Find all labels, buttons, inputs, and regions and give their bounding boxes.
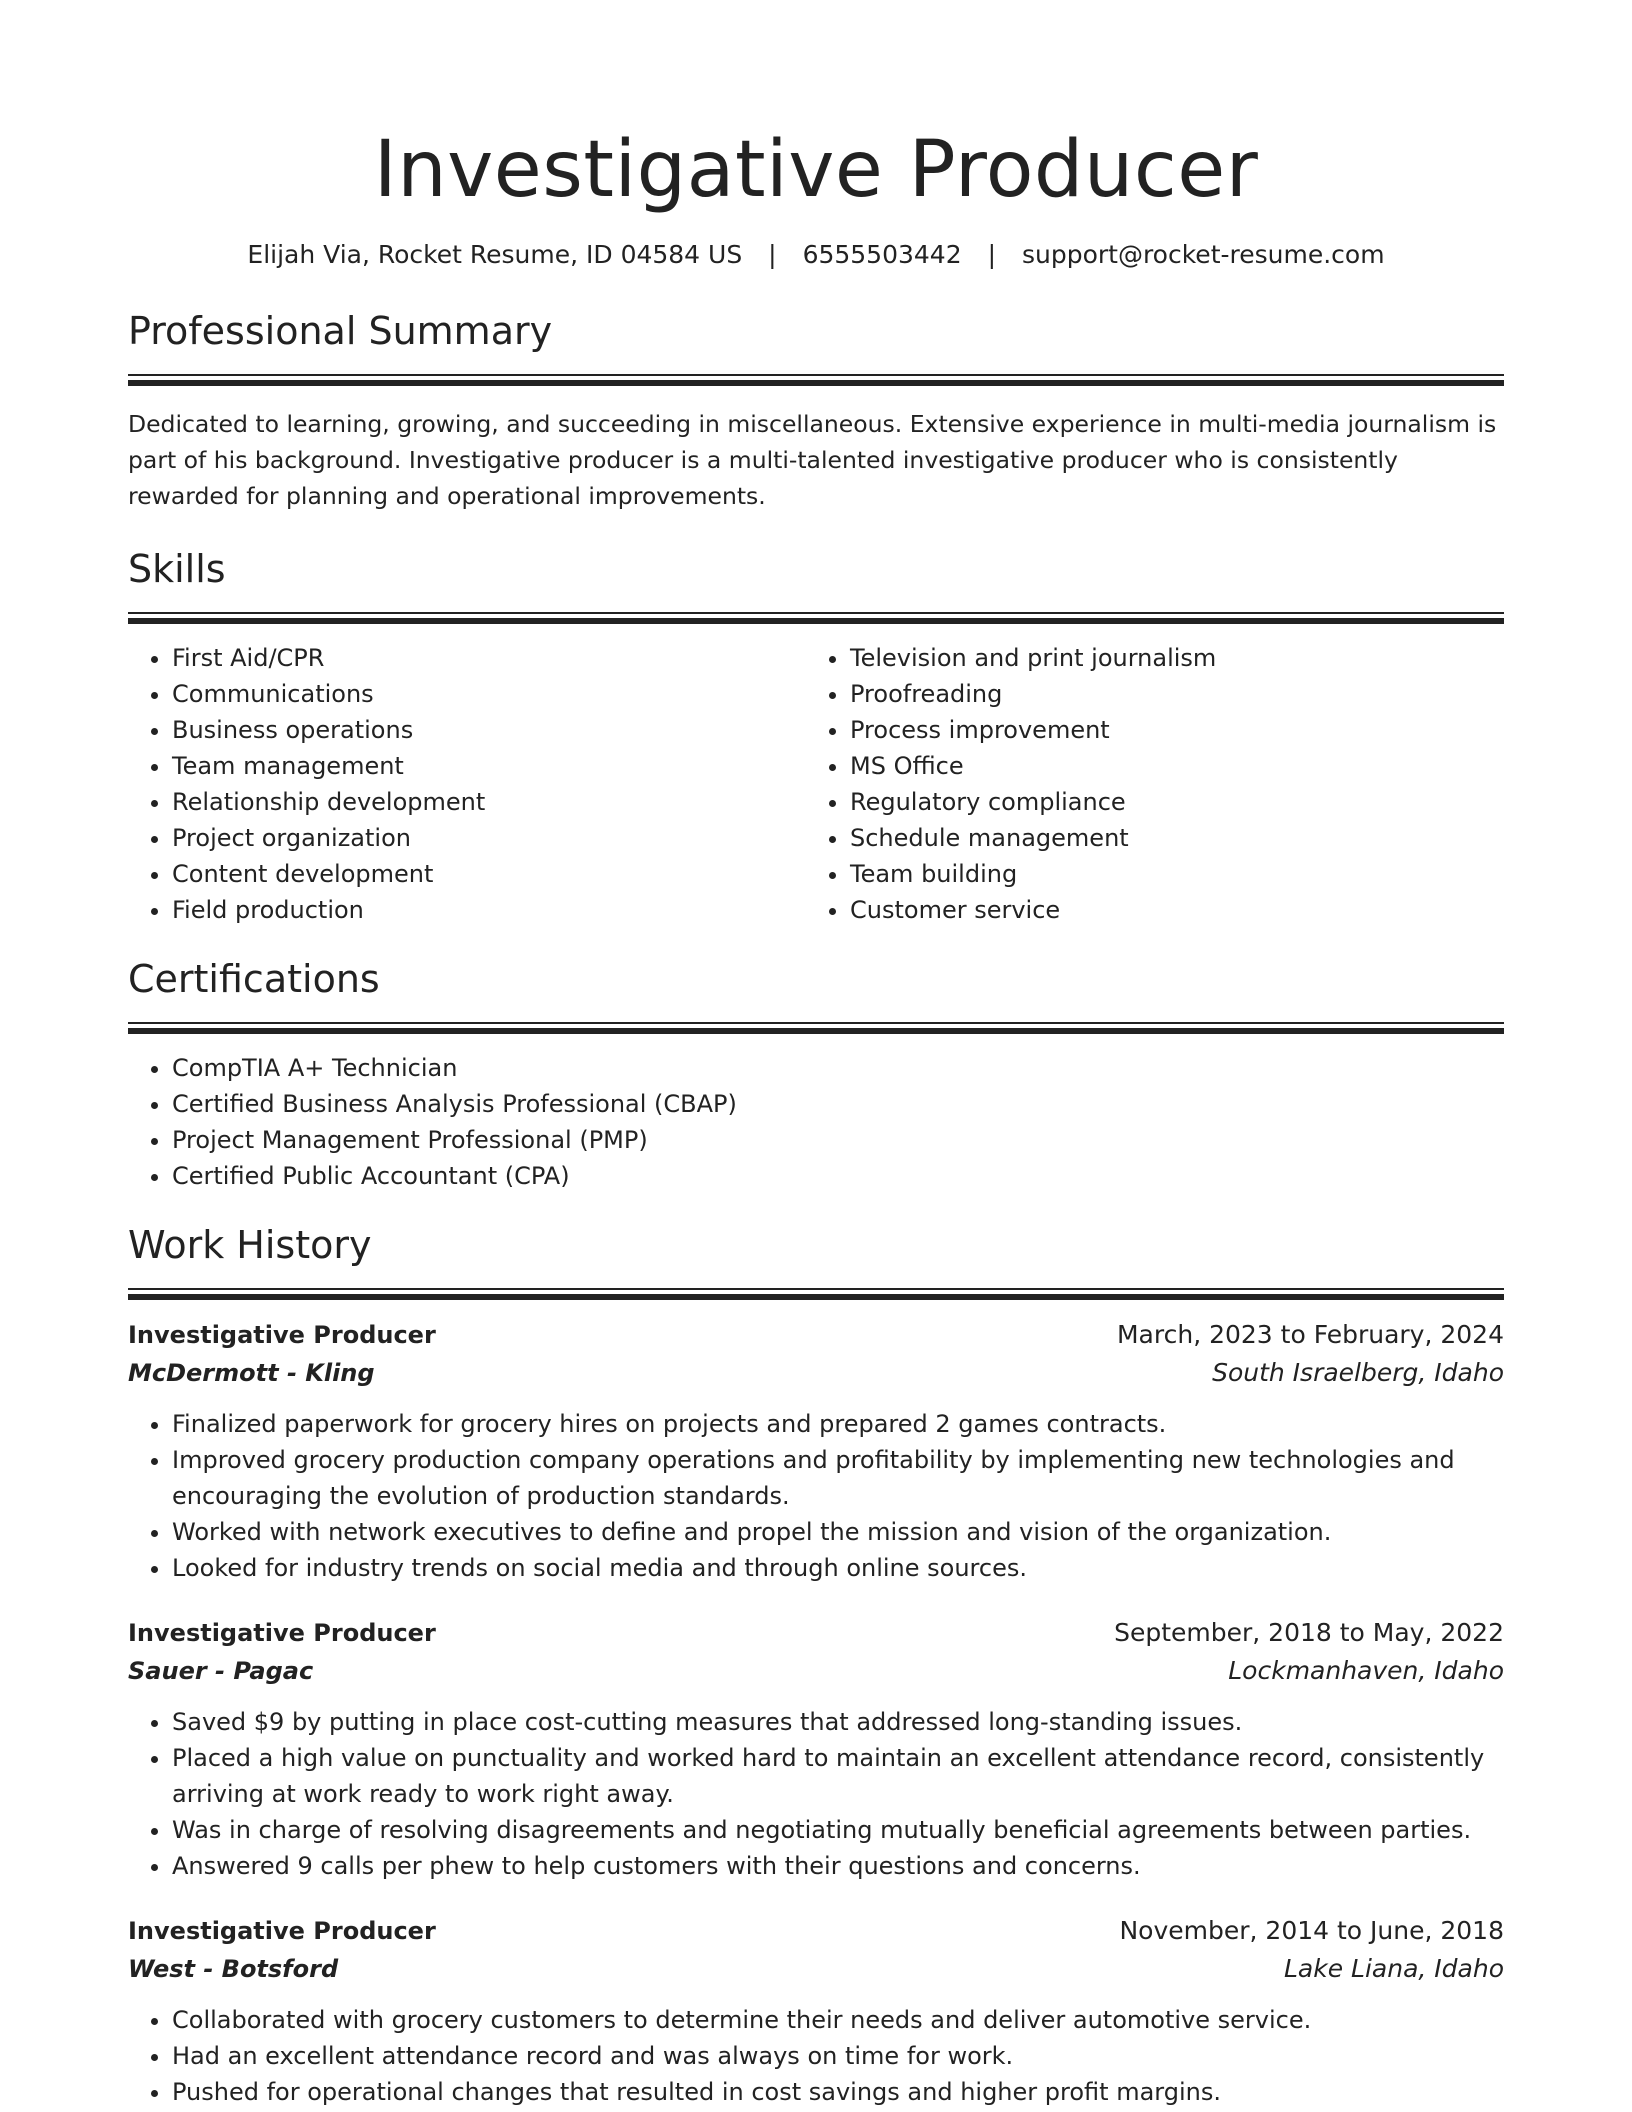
job-bullet: • Collaborated with grocery customers to determine their needs and deliver automotive service. — [172, 2002, 1504, 2038]
job-subheader-row — [128, 1652, 1504, 1690]
skill-item: • Regulatory compliance — [850, 784, 1484, 820]
skill-item: • Process improvement — [850, 712, 1484, 748]
job-header-row — [128, 1912, 1504, 1950]
skill-item: • Communications — [172, 676, 806, 712]
skill-item: • Team building — [850, 856, 1484, 892]
summary-section — [128, 306, 1504, 514]
summary-text: Dedicated to learning, growing, and succeeding in miscellaneous. Extensive experience in multi-media journalism is part of his background. Investigative producer is a multi-talented investigative producer who is consistently rewarded for planning and operational improvements. — [128, 410, 1497, 510]
job-bullet: • Was in charge of resolving disagreements and negotiating mutually beneficial agreements between parties. — [172, 1812, 1504, 1848]
contact-separator: | — [768, 240, 777, 269]
skill-item: • Schedule management — [850, 820, 1484, 856]
skills-grid — [128, 640, 1504, 928]
job-bullet: • Placed a high value on punctuality and worked hard to maintain an excellent attendance record, consistently arriving at work ready to work right away. — [172, 1740, 1504, 1812]
contact-address: Elijah Via, Rocket Resume, ID 04584 US — [247, 240, 743, 269]
job-title: Investigative Producer — [128, 1619, 436, 1647]
job-bullet: • Looked for industry trends on social media and through online sources. — [172, 1550, 1504, 1586]
job-dates: March, 2023 to February, 2024 — [1116, 1320, 1504, 1349]
job-subheader-row — [128, 1950, 1504, 1988]
certification-item: • Project Management Professional (PMP) — [172, 1122, 1504, 1158]
section-divider — [128, 1022, 1504, 1034]
job-header-row — [128, 1316, 1504, 1354]
job-bullets — [128, 1704, 1504, 1884]
job-company: West - Botsford — [128, 1955, 339, 1983]
contact-email: support@rocket-resume.com — [1021, 240, 1385, 269]
skill-item: • Customer service — [850, 892, 1484, 928]
certification-item: • Certified Public Accountant (CPA) — [172, 1158, 1504, 1194]
skill-item: • Television and print journalism — [850, 640, 1484, 676]
job-company: Sauer - Pagac — [128, 1657, 314, 1685]
skill-item: • Business operations — [172, 712, 806, 748]
job-bullet: • Pushed for operational changes that resulted in cost savings and higher profit margins. — [172, 2074, 1504, 2110]
skill-item: • Field production — [172, 892, 806, 928]
job-company: McDermott - Kling — [128, 1359, 375, 1387]
skill-item: • Content development — [172, 856, 806, 892]
job-header-row — [128, 1614, 1504, 1652]
skills-column-right — [806, 640, 1484, 928]
job-bullet: • Worked with network executives to define and propel the mission and vision of the organization. — [172, 1514, 1504, 1550]
job-bullet: • Had an excellent attendance record and was always on time for work. — [172, 2038, 1504, 2074]
skill-item: • Project organization — [172, 820, 806, 856]
job-bullet: • Answered 9 calls per phew to help customers with their questions and concerns. — [172, 1848, 1504, 1884]
resume-title: Investigative Producer — [373, 125, 1259, 215]
skill-item: • Relationship development — [172, 784, 806, 820]
certifications-list — [128, 1050, 1504, 1194]
job-entry — [128, 1912, 1504, 2110]
job-dates: November, 2014 to June, 2018 — [1119, 1916, 1504, 1945]
section-divider — [128, 1288, 1504, 1300]
job-title: Investigative Producer — [128, 1321, 436, 1349]
section-heading-work-history: Work History — [128, 1223, 372, 1267]
job-location: South Israelberg, Idaho — [1212, 1358, 1504, 1387]
job-title: Investigative Producer — [128, 1917, 436, 1945]
skills-column-left — [128, 640, 806, 928]
section-heading-summary: Professional Summary — [128, 309, 553, 353]
job-subheader-row — [128, 1354, 1504, 1392]
job-location: Lockmanhaven, Idaho — [1228, 1656, 1504, 1685]
skill-item: • First Aid/CPR — [172, 640, 806, 676]
certification-item: • Certified Business Analysis Professional (CBAP) — [172, 1086, 1504, 1122]
skill-item: • Proofreading — [850, 676, 1484, 712]
resume-page — [128, 0, 1504, 2110]
skills-list-right — [806, 640, 1484, 928]
skill-item: • MS Office — [850, 748, 1484, 784]
job-bullet: • Finalized paperwork for grocery hires on projects and prepared 2 games contracts. — [172, 1406, 1504, 1442]
job-location: Lake Liana, Idaho — [1283, 1954, 1504, 1983]
section-divider — [128, 612, 1504, 624]
skill-item: • Team management — [172, 748, 806, 784]
job-bullets — [128, 2002, 1504, 2110]
job-dates: September, 2018 to May, 2022 — [1114, 1618, 1504, 1647]
contact-separator: | — [987, 240, 997, 269]
job-bullets — [128, 1406, 1504, 1586]
skills-section — [128, 544, 1504, 928]
contact-phone: 6555503442 — [802, 240, 962, 269]
certification-item: • CompTIA A+ Technician — [172, 1050, 1504, 1086]
job-entry — [128, 1316, 1504, 1586]
job-entry — [128, 1614, 1504, 1884]
contact-line — [128, 238, 1504, 272]
job-bullet: • Saved $9 by putting in place cost-cutting measures that addressed long-standing issues. — [172, 1704, 1504, 1740]
job-bullet: • Improved grocery production company operations and profitability by implementing new technologies and encouraging the evolution of production standards. — [172, 1442, 1504, 1514]
section-heading-skills: Skills — [128, 547, 226, 591]
work-history-section — [128, 1220, 1504, 2110]
section-divider — [128, 374, 1504, 386]
skills-list-left — [128, 640, 806, 928]
certifications-section — [128, 954, 1504, 1194]
section-heading-certifications: Certifications — [128, 957, 380, 1001]
